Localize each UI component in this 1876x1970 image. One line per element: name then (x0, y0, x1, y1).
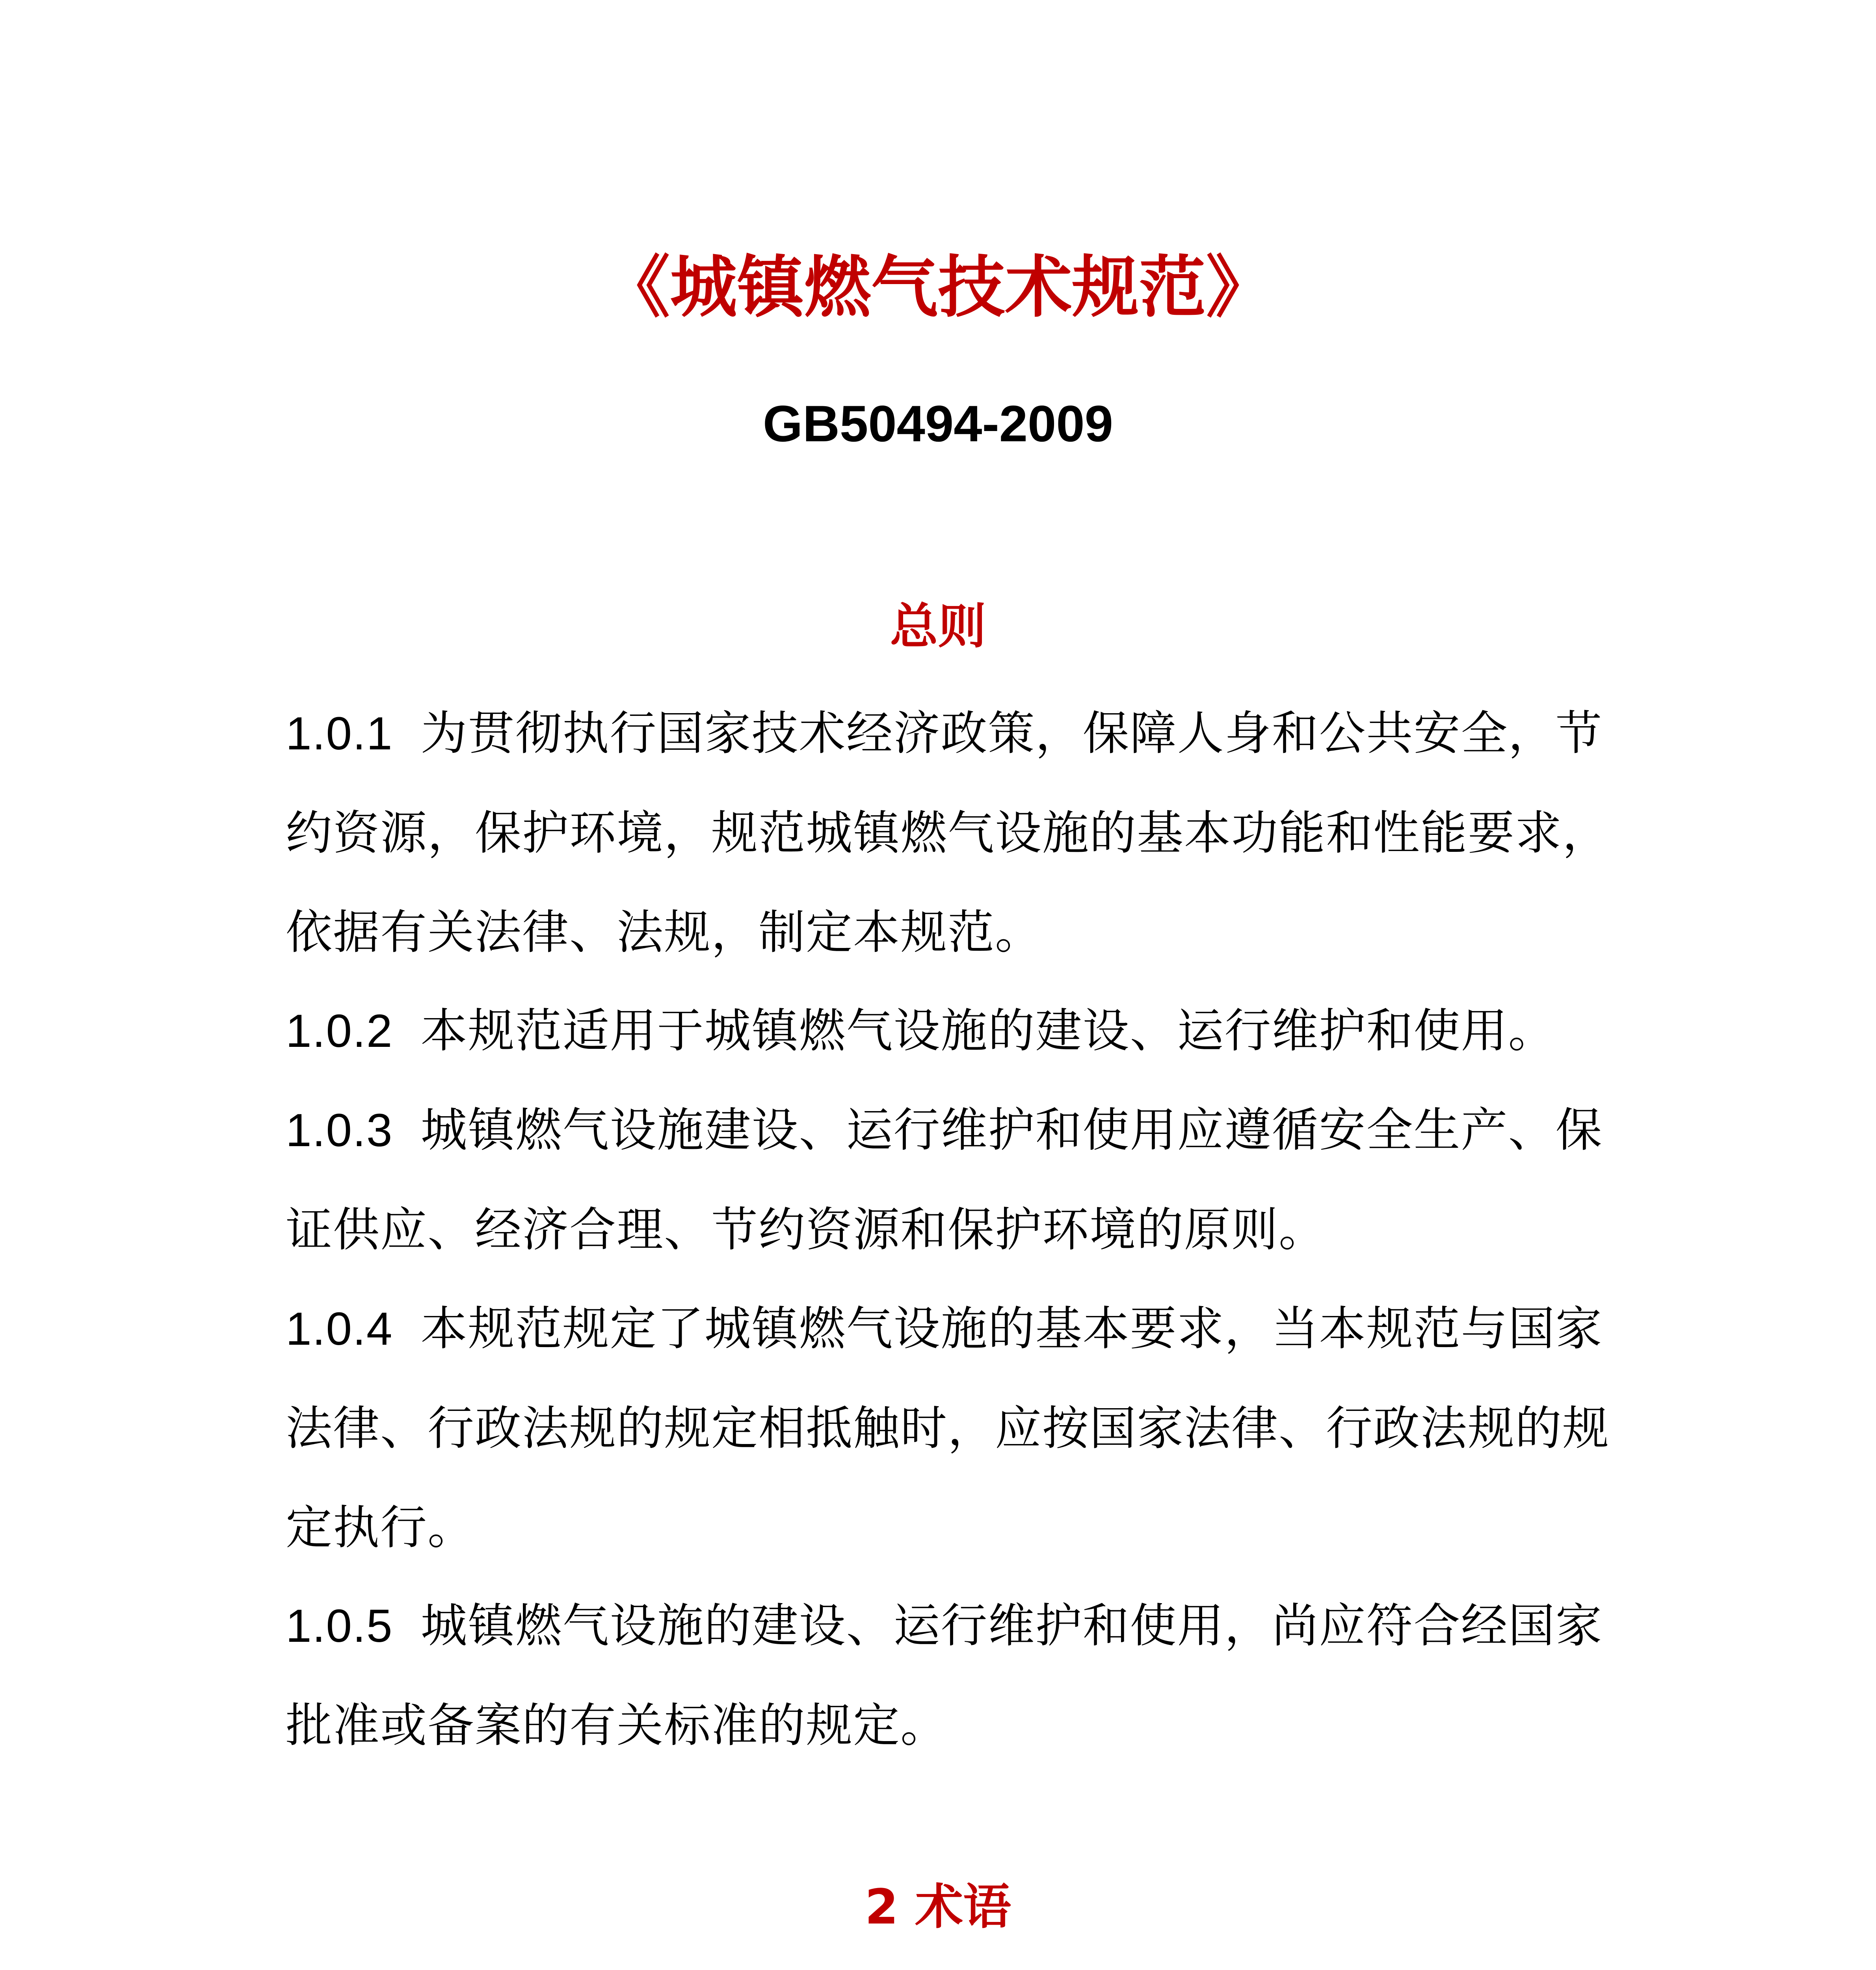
clause-1-0-3 (286, 1080, 1625, 1279)
clause-1-0-1 (286, 684, 1625, 982)
clause-number: 1.0.2 (286, 1005, 393, 1057)
clause-1-0-2 (286, 981, 1625, 1081)
clause-text: 城镇燃气设施的建设、运行维护和使用，尚应符合经国家批准或备案的有关标准的规定。 (286, 1598, 1603, 1753)
section-heading-general: 总则 (890, 598, 986, 654)
clause-1-0-5 (286, 1576, 1625, 1775)
clause-1-0-4 (286, 1279, 1625, 1577)
clause-text: 为贯彻执行国家技术经济政策，保障人身和公共安全，节约资源，保护环境，规范城镇燃气设施的基本功能和性能要求，依据有关法律、法规，制定本规范。 (286, 706, 1610, 959)
section-heading-terms: 2 术语 (865, 1879, 1011, 1935)
clause-number: 1.0.5 (286, 1600, 393, 1652)
clause-text: 城镇燃气设施建设、运行维护和使用应遵循安全生产、保证供应、经济合理、节约资源和保护环境的原则。 (286, 1103, 1603, 1257)
clause-number: 1.0.4 (286, 1303, 393, 1355)
clause-text: 本规范规定了城镇燃气设施的基本要求，当本规范与国家法律、行政法规的规定相抵触时，应按国家法律、行政法规的规定执行。 (286, 1301, 1610, 1555)
clause-number: 1.0.1 (286, 708, 393, 760)
clause-text: 本规范适用于城镇燃气设施的建设、运行维护和使用。 (420, 1004, 1556, 1058)
clause-number: 1.0.3 (286, 1104, 393, 1156)
document-title: 《城镇燃气技术规范》 (603, 249, 1273, 327)
standard-code: GB50494-2009 (763, 395, 1113, 452)
